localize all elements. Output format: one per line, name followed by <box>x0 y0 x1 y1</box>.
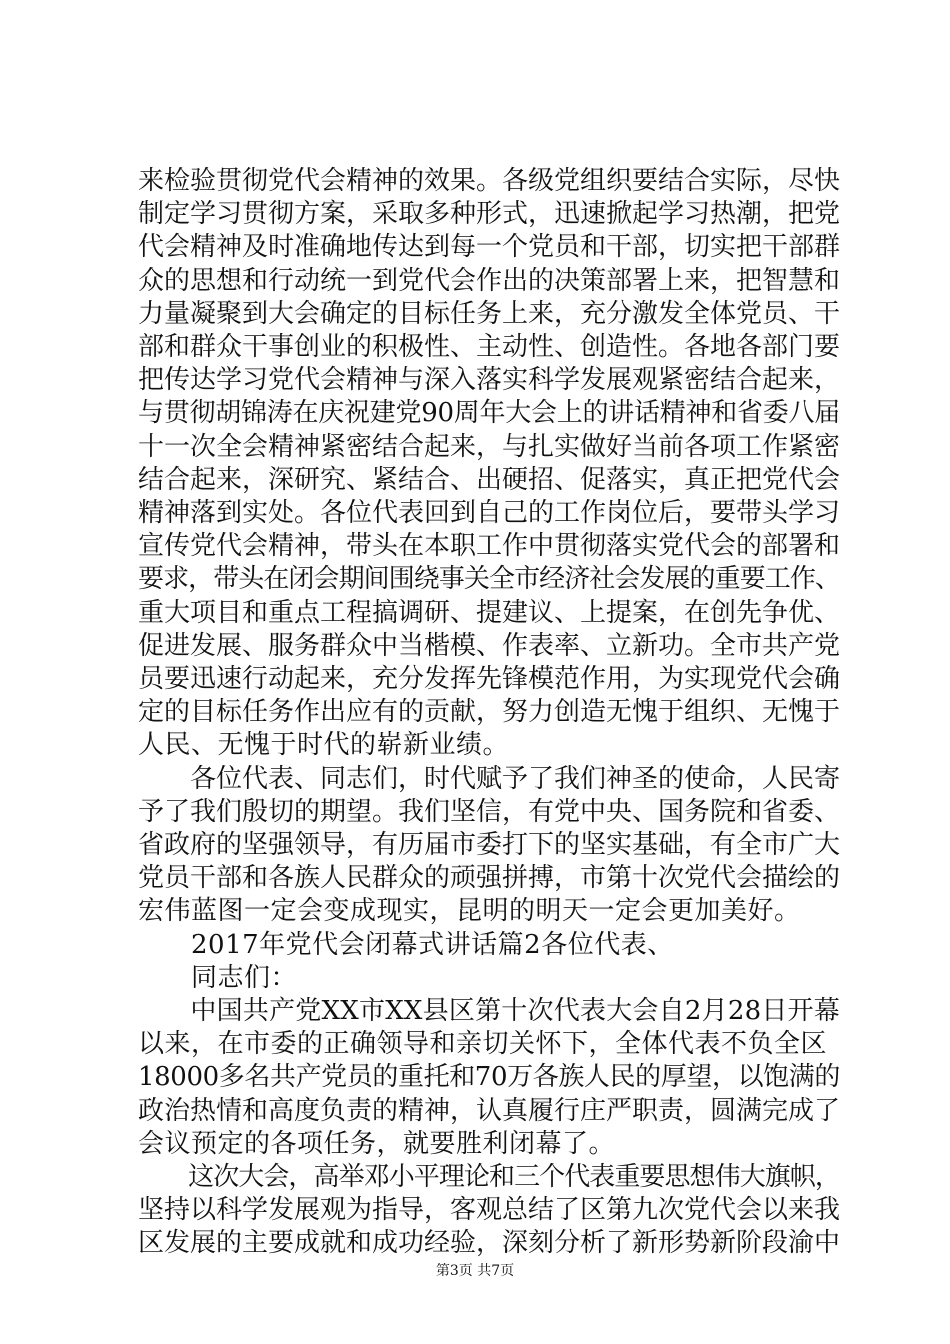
salutation-line: 同志们： <box>138 962 298 993</box>
body-text-line: 众的思想和行动统一到党代会作出的决策部署上来，把智慧和 <box>138 265 840 296</box>
section-heading-line: 2017年党代会闭幕式讲话篇2各位代表、 <box>138 929 674 960</box>
body-text-line: 这次大会，高举邓小平理论和三个代表重要思想伟大旗帜， <box>138 1162 840 1192</box>
body-text-line: 予了我们殷切的期望。我们坚信，有党中央、国务院和省委、 <box>138 796 840 827</box>
body-text-line: 力量凝聚到大会确定的目标任务上来，充分激发全体党员、干 <box>138 298 840 329</box>
body-text-line: 坚持以科学发展观为指导，客观总结了区第九次党代会以来我 <box>138 1195 840 1226</box>
body-text-line: 会议预定的各项任务，就要胜利闭幕了。 <box>138 1128 616 1159</box>
body-text-line: 员要迅速行动起来，充分发挥先锋模范作用，为实现党代会确 <box>138 664 840 694</box>
body-text-line: 来检验贯彻党代会精神的效果。各级党组织要结合实际，尽快 <box>138 166 840 196</box>
body-text-line: 精神落到实处。各位代表回到自己的工作岗位后，要带头学习 <box>138 498 840 528</box>
body-text-line: 重大项目和重点工程搞调研、提建议、上提案，在创先争优、 <box>138 597 840 628</box>
body-text-line: 人民、无愧于时代的崭新业绩。 <box>138 730 510 761</box>
body-text-line: 促进发展、服务群众中当楷模、作表率、立新功。全市共产党 <box>138 630 840 661</box>
body-text-line: 区发展的主要成就和成功经验，深刻分析了新形势新阶段渝中 <box>138 1228 840 1259</box>
body-text-line: 与贯彻胡锦涛在庆祝建党90周年大会上的讲话精神和省委八届 <box>138 398 840 429</box>
body-text-line: 省政府的坚强领导，有历届市委打下的坚实基础，有全市广大 <box>138 830 840 860</box>
page-number-footer: 第3页 共7页 <box>435 1263 515 1279</box>
body-text-line: 政治热情和高度负责的精神，认真履行庄严职责，圆满完成了 <box>138 1095 840 1126</box>
body-text-line: 18000多名共产党员的重托和70万各族人民的厚望，以饱满的 <box>138 1062 840 1093</box>
body-text-line: 定的目标任务作出应有的贡献，努力创造无愧于组织、无愧于 <box>138 697 840 728</box>
body-text-line: 各位代表、同志们，时代赋予了我们神圣的使命，人民寄 <box>138 763 840 794</box>
body-text-line: 以来，在市委的正确领导和亲切关怀下，全体代表不负全区 <box>138 1029 828 1060</box>
body-text-line: 宏伟蓝图一定会变成现实，昆明的明天一定会更加美好。 <box>138 896 801 927</box>
body-text-line: 结合起来，深研究、紧结合、出硬招、促落实，真正把党代会 <box>138 464 840 495</box>
body-text-line: 把传达学习党代会精神与深入落实科学发展观紧密结合起来， <box>138 365 840 396</box>
body-text-line: 宣传党代会精神，带头在本职工作中贯彻落实党代会的部署和 <box>138 531 840 562</box>
body-text-line: 党员干部和各族人民群众的顽强拼搏，市第十次党代会描绘的 <box>138 863 840 894</box>
body-text-line: 代会精神及时准确地传达到每一个党员和干部，切实把干部群 <box>138 232 840 263</box>
body-text-line: 制定学习贯彻方案，采取多种形式，迅速掀起学习热潮，把党 <box>138 199 840 230</box>
body-text-line: 要求，带头在闭会期间围绕事关全市经济社会发展的重要工作、 <box>138 564 840 595</box>
body-text-line: 部和群众干事创业的积极性、主动性、创造性。各地各部门要 <box>138 332 840 362</box>
body-text-line: 十一次全会精神紧密结合起来，与扎实做好当前各项工作紧密 <box>138 431 840 462</box>
body-text-line: 中国共产党XX市XX县区第十次代表大会自2月28日开幕 <box>138 996 840 1026</box>
